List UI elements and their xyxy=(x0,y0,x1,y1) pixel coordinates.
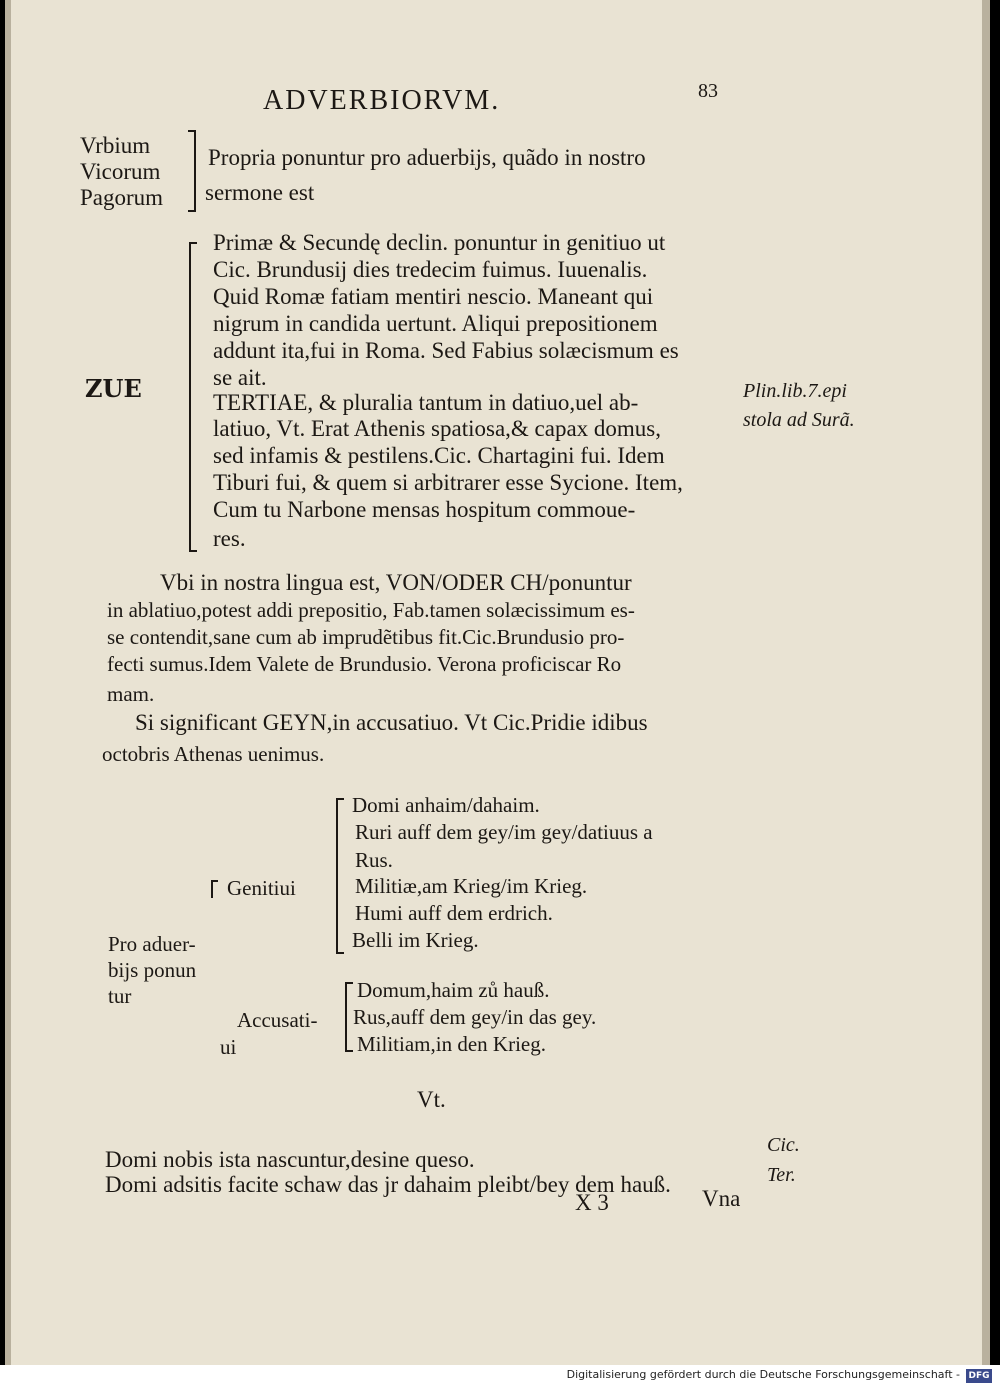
book-page xyxy=(5,0,990,1365)
genitiui-item-1: Domi anhaim/dahaim. xyxy=(352,793,540,817)
page-number: 83 xyxy=(698,80,718,102)
example-source-1: Cic. xyxy=(767,1134,800,1156)
example-line-2: Domi adsitis facite schaw das jr dahaim pleibt/bey dem hauß. xyxy=(105,1172,671,1197)
zue-line-2: Cic. Brundusij dies tredecim fuimus. Iuuenalis. xyxy=(213,257,648,282)
para1-line-1: Vbi in nostra lingua est, VON/ODER CH/ponuntur xyxy=(160,570,632,595)
genitiui-label: Genitiui xyxy=(227,876,296,900)
zue-line-7: TERTIAE, & pluralia tantum in datiuo,uel ab- xyxy=(213,390,639,415)
page-edge-right xyxy=(982,0,990,1365)
genitiui-item-2: Ruri auff dem gey/im gey/datiuus a xyxy=(355,820,653,844)
zue-line-9: sed infamis & pestilens.Cic. Chartagini fui. Idem xyxy=(213,443,665,468)
para1-line-3: se contendit,sane cum ab imprudẽtibus fit.Cic.Brundusio pro- xyxy=(107,625,625,649)
para2-line-2: octobris Athenas uenimus. xyxy=(102,742,325,766)
running-head: ADVERBIORVM. xyxy=(263,85,501,116)
page-edge-left xyxy=(5,0,11,1365)
vicorum-word: Vicorum xyxy=(80,159,161,184)
zue-line-11: Cum tu Narbone mensas hospitum commoue- xyxy=(213,497,636,522)
signature-mark: X 3 xyxy=(575,1190,609,1215)
zue-line-1: Primæ & Secundę declin. ponuntur in genitiuo ut xyxy=(213,230,666,255)
accusatiui-label-2: ui xyxy=(220,1035,237,1059)
zue-bracket xyxy=(189,242,197,552)
catchword: Vna xyxy=(702,1186,741,1211)
urbium-line-1: Propria ponuntur pro aduerbijs, quãdo in nostro xyxy=(208,145,646,170)
zue-line-5: addunt ita,fui in Roma. Sed Fabius solæcismum es xyxy=(213,338,679,363)
urbium-line-2: sermone est xyxy=(205,180,315,205)
para1-line-5: mam. xyxy=(107,682,155,706)
example-line-1: Domi nobis ista nascuntur,desine queso. xyxy=(105,1147,475,1172)
dfg-logo-icon: DFG xyxy=(966,1369,992,1383)
zue-line-10: Tiburi fui, & quem si arbitrarer esse Sycione. Item, xyxy=(213,470,683,495)
table-left-label-1: Pro aduer- xyxy=(108,932,196,956)
genitiui-items-bracket xyxy=(336,798,344,954)
genitiui-item-6: Belli im Krieg. xyxy=(352,928,479,952)
accusatiui-item-1: Domum,haim zů hauß. xyxy=(357,978,550,1002)
margin-note-line-1: Plin.lib.7.epi xyxy=(743,380,847,402)
urbium-word: Vrbium xyxy=(80,133,151,158)
para2-line-1: Si significant GEYN,in accusatiuo. Vt Cic.Pridie idibus xyxy=(135,710,648,735)
zue-line-12: res. xyxy=(213,526,246,551)
accusatiui-label-1: Accusati- xyxy=(237,1008,318,1032)
footer-text: Digitalisierung gefördert durch die Deutsche Forschungsgemeinschaft - xyxy=(566,1368,960,1381)
zue-line-4: nigrum in candida uertunt. Aliqui prepositionem xyxy=(213,311,658,336)
genitiui-item-4: Militiæ,am Krieg/im Krieg. xyxy=(355,874,588,898)
pagorum-word: Pagorum xyxy=(80,185,164,210)
zue-line-3: Quid Romæ fatiam mentiri nescio. Maneant qui xyxy=(213,284,654,309)
para1-line-2: in ablatiuo,potest addi prepositio, Fab.tamen solæcissimum es- xyxy=(107,598,635,622)
table-left-label-2: bijs ponun xyxy=(108,958,197,982)
table-left-label-3: tur xyxy=(108,984,132,1008)
para1-line-4: fecti sumus.Idem Valete de Brundusio. Verona proficiscar Ro xyxy=(107,652,622,676)
vt-heading: Vt. xyxy=(417,1087,446,1112)
accusatiui-items-bracket xyxy=(345,982,353,1052)
margin-note-line-2: stola ad Surã. xyxy=(743,409,855,431)
accusatiui-item-2: Rus,auff dem gey/in das gey. xyxy=(353,1005,597,1029)
example-source-2: Ter. xyxy=(767,1164,796,1186)
zue-blackletter-label: ZUE xyxy=(85,374,142,403)
genitiui-item-3: Rus. xyxy=(355,848,393,872)
zue-line-6: se ait. xyxy=(213,365,267,390)
accusatiui-item-3: Militiam,in den Krieg. xyxy=(357,1032,546,1056)
genitiui-item-5: Humi auff dem erdrich. xyxy=(355,901,553,925)
footer-bar xyxy=(0,1365,1000,1389)
genitiui-bracket xyxy=(211,880,218,898)
zue-line-8: latiuo, Vt. Erat Athenis spatiosa,& capax domus, xyxy=(213,416,662,441)
urbium-bracket xyxy=(188,130,196,212)
